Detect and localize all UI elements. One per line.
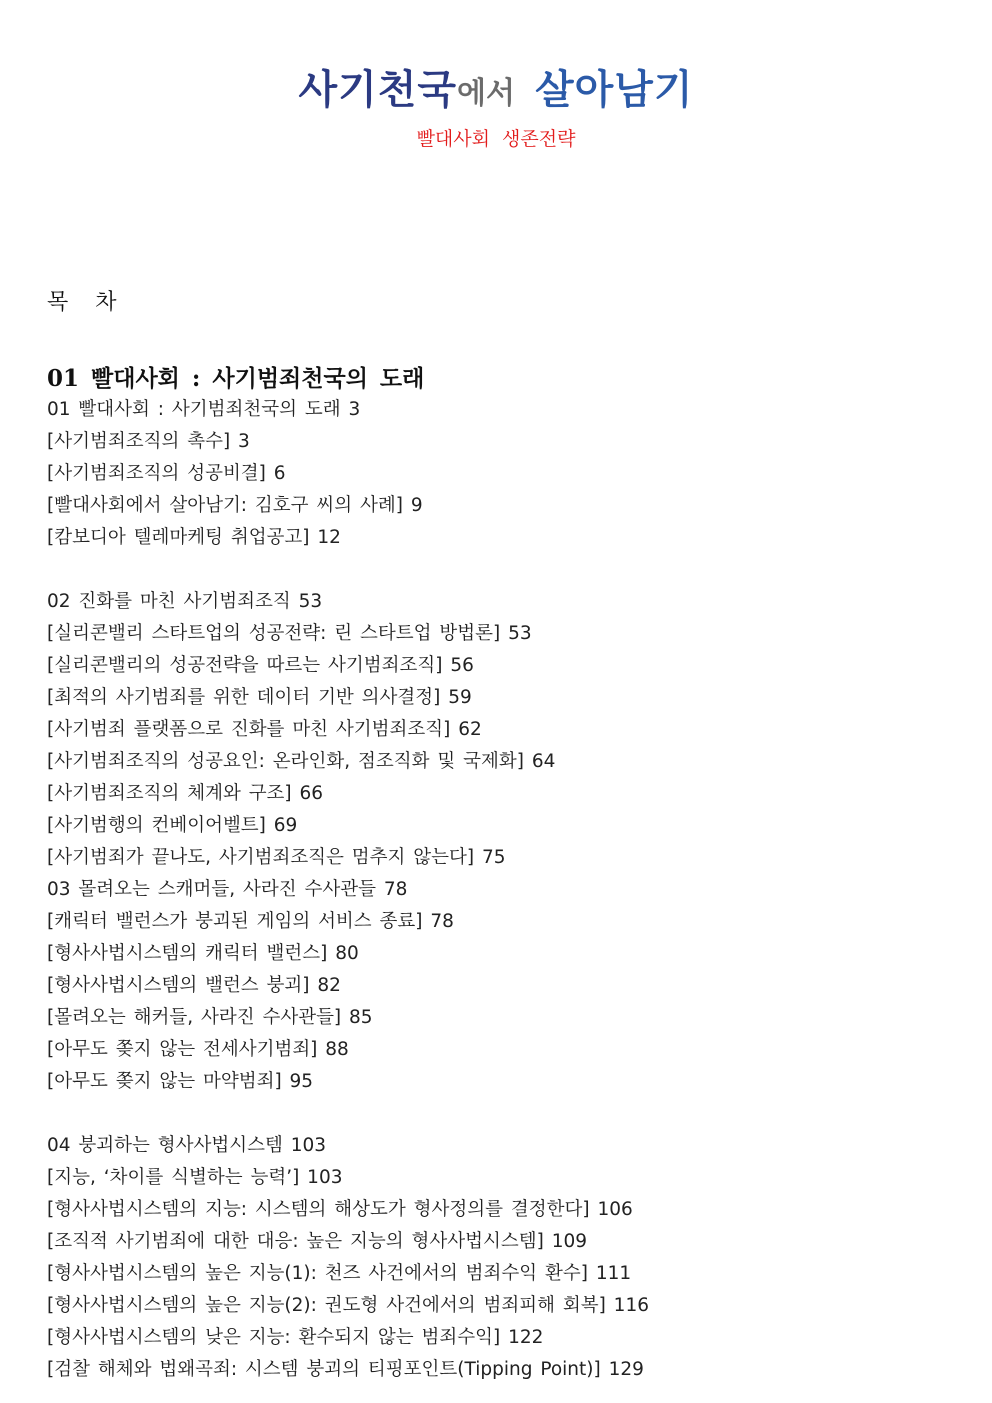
toc-list — [47, 394, 947, 1386]
toc-entry[interactable]: [형사사법시스템의 낮은 지능: 환수되지 않는 범죄수익] 122 — [47, 1327, 544, 1348]
toc-entry[interactable]: [형사사법시스템의 캐릭터 밸런스] 80 — [47, 943, 359, 964]
toc-entry[interactable]: [캄보디아 텔레마케팅 취업공고] 12 — [47, 527, 341, 548]
document-subtitle: 빨대사회 생존전략 — [416, 128, 576, 150]
toc-entry[interactable]: [지능, ‘차이를 식별하는 능력’] 103 — [47, 1167, 343, 1188]
toc-entry[interactable]: 04 붕괴하는 형사사법시스템 103 — [47, 1135, 327, 1156]
toc-entry[interactable]: [최적의 사기범죄를 위한 데이터 기반 의사결정] 59 — [47, 687, 472, 708]
toc-entry[interactable]: [빨대사회에서 살아남기: 김호구 씨의 사례] 9 — [47, 495, 423, 516]
toc-heading: 목 차 — [47, 290, 127, 315]
toc-entry[interactable]: [형사사법시스템의 높은 지능(2): 권도형 사건에서의 범죄피해 회복] 116 — [47, 1295, 649, 1316]
toc-entry[interactable]: 01 빨대사회 : 사기범죄천국의 도래 3 — [47, 399, 361, 420]
title-part-main: 사기천국 — [298, 67, 458, 113]
toc-entry[interactable]: [사기범죄조직의 성공비결] 6 — [47, 463, 286, 484]
toc-entry[interactable]: [사기범행의 컨베이어벨트] 69 — [47, 815, 298, 836]
toc-entry[interactable]: 02 진화를 마친 사기범죄조직 53 — [47, 591, 323, 612]
toc-entry[interactable]: [사기범죄 플랫폼으로 진화를 마친 사기범죄조직] 62 — [47, 719, 482, 740]
toc-entry[interactable]: [아무도 쫒지 않는 전세사기범죄] 88 — [47, 1039, 349, 1060]
toc-entry[interactable]: [아무도 쫒지 않는 마약범죄] 95 — [47, 1071, 314, 1092]
toc-entry[interactable]: [조직적 사기범죄에 대한 대응: 높은 지능의 형사사법시스템] 109 — [47, 1231, 588, 1252]
toc-entry[interactable]: [형사사법시스템의 높은 지능(1): 천즈 사건에서의 범죄수익 환수] 111 — [47, 1263, 632, 1284]
toc-entry[interactable]: [사기범죄조직의 체계와 구조] 66 — [47, 783, 324, 804]
section-title: 01 빨대사회 : 사기범죄천국의 도래 — [47, 365, 425, 392]
toc-entry[interactable]: [사기범죄조직의 성공요인: 온라인화, 점조직화 및 국제화] 64 — [47, 751, 556, 772]
title-part-connector: 에서 — [457, 76, 515, 111]
toc-entry[interactable]: 03 몰려오는 스캐머들, 사라진 수사관들 78 — [47, 879, 408, 900]
toc-entry[interactable]: [몰려오는 해커들, 사라진 수사관들] 85 — [47, 1007, 373, 1028]
toc-spacer — [47, 1098, 947, 1130]
toc-entry[interactable]: [실리콘밸리 스타트업의 성공전략: 린 스타트업 방법론] 53 — [47, 623, 532, 644]
toc-entry[interactable]: [형사사법시스템의 밸런스 붕괴] 82 — [47, 975, 341, 996]
toc-entry[interactable]: [실리콘밸리의 성공전략을 따르는 사기범죄조직] 56 — [47, 655, 474, 676]
toc-spacer — [47, 554, 947, 586]
toc-entry[interactable]: [사기범죄가 끝나도, 사기범죄조직은 멈추지 않는다] 75 — [47, 847, 506, 868]
title-part-end: 살아남기 — [534, 67, 694, 113]
toc-entry[interactable]: [검찰 해체와 법왜곡죄: 시스템 붕괴의 티핑포인트(Tipping Point)] 129 — [47, 1359, 644, 1380]
toc-entry[interactable]: [형사사법시스템의 지능: 시스템의 해상도가 형사정의를 결정한다] 106 — [47, 1199, 633, 1220]
toc-entry[interactable]: [사기범죄조직의 촉수] 3 — [47, 431, 250, 452]
toc-entry[interactable]: [캐릭터 밸런스가 붕괴된 게임의 서비스 종료] 78 — [47, 911, 454, 932]
document-title — [0, 58, 992, 115]
